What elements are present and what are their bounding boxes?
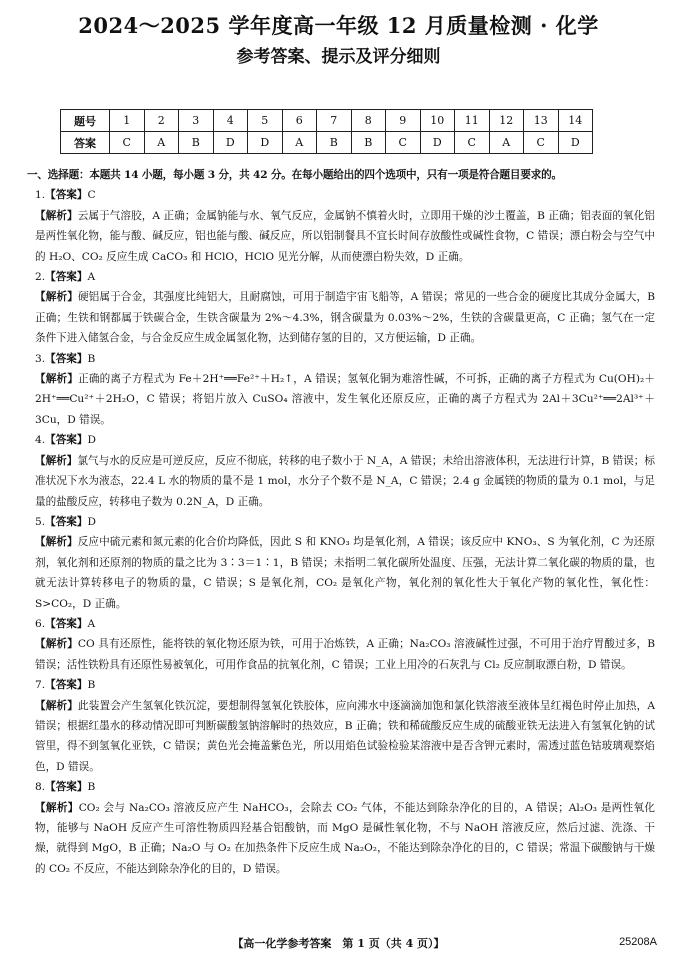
answer-tag: 【答案】: [45, 515, 88, 528]
question-number-cell: 5: [248, 110, 283, 132]
question-number: 5.: [35, 515, 46, 528]
question-number-cell: 2: [144, 110, 179, 132]
answer-table-answer-row: [61, 132, 593, 154]
page-footer: 【高一化学参考答案 第 1 页（共 4 页）】: [232, 937, 445, 950]
question-number: 7.: [35, 679, 46, 692]
question-number-cell: 14: [558, 110, 593, 132]
answer-tag: 【答案】: [45, 189, 88, 202]
answer-value: C: [87, 189, 96, 202]
question-number: 6.: [35, 617, 46, 630]
question-number-cell: 13: [524, 110, 559, 132]
answer-line: [27, 675, 655, 695]
answer-cell: D: [558, 132, 593, 154]
question-list: [27, 185, 655, 879]
answer-cell: C: [110, 132, 145, 154]
explanation-tag: 【解析】: [35, 454, 78, 467]
answer-value: B: [87, 781, 96, 794]
answer-cell: B: [351, 132, 386, 154]
answer-line: [27, 267, 655, 287]
explanation-tag: 【解析】: [35, 209, 78, 222]
explanation-tag: 【解析】: [35, 699, 78, 712]
answer-cell: C: [386, 132, 421, 154]
explanation-paragraph: [27, 634, 655, 675]
answer-tag: 【答案】: [45, 679, 88, 692]
answer-tag: 【答案】: [45, 781, 88, 794]
answer-cell: D: [248, 132, 283, 154]
answer-cell: D: [420, 132, 455, 154]
explanation-paragraph: [27, 532, 655, 614]
question-number: 4.: [35, 434, 46, 447]
section-heading: 一、选择题：本题共 14 小题，每小题 3 分，共 42 分。在每小题给出的四个选项中，只有一项是符合题目要求的。: [27, 169, 562, 181]
explanation-paragraph: [27, 369, 655, 430]
answer-line: [27, 185, 655, 205]
document-code: 25208A: [619, 936, 657, 948]
answer-value: D: [87, 434, 96, 447]
question-number-cell: 3: [179, 110, 214, 132]
question-number-cell: 10: [420, 110, 455, 132]
explanation-text: 反应中硫元素和氮元素的化合价均降低，因此 S 和 KNO₃ 均是氧化剂，A 错误；该反应中 KNO₃、S 为氧化剂，C 为还原剂，氧化剂和还原剂的物质的量之比为 3∶3＝1∶1，B 错误；未指明二氧化碳所处温度、压强，无法计算二氧化碳的物质的量，也就无法计算转移电子的物质的量，C 错误；S 是氧化剂，CO₂ 是氧化产物，氧化剂的氧化性大于氧化产物的氧化性，氧化性：S>CO₂，D 正确。: [35, 536, 655, 610]
question-number-cell: 12: [489, 110, 524, 132]
answer-value: B: [87, 679, 96, 692]
question-number: 3.: [35, 352, 46, 365]
answer-line: [27, 430, 655, 450]
explanation-paragraph: [27, 696, 655, 778]
answer-tag: 【答案】: [45, 352, 88, 365]
question-number: 8.: [35, 781, 46, 794]
explanation-text: 此装置会产生氢氧化铁沉淀，要想制得氢氧化铁胶体，应向沸水中逐滴滴加饱和氯化铁溶液至液体呈红褐色时停止加热，A 错误；根据红墨水的移动情况即可判断碳酸氢钠溶解时的热效应，B 正确；铁和稀硫酸反应生成的硫酸亚铁无法进入有氢氧化钠的试管里，得不到氢氧化亚铁，C 错误；黄色光会掩盖紫色光，所以用焰色试验检验某溶液中是否含钾元素时，需透过蓝色钴玻璃观察焰色，D 错误。: [35, 699, 656, 773]
answer-value: A: [87, 617, 96, 630]
explanation-text: CO₂ 会与 Na₂CO₃ 溶液反应产生 NaHCO₃，会除去 CO₂ 气体，不能达到除杂净化的目的，A 错误；Al₂O₃ 是两性氧化物，能够与 NaOH 反应产生可溶性物质四羟基合铝酸钠，而 MgO 是碱性氧化物，不与 NaOH 溶液反应，然后过滤、洗涤、干燥，就得到 MgO，B 正确；Na₂O 与 O₂ 在加热条件下反应生成 Na₂O₂，不能达到除杂净化的目的，C 错误；常温下碳酸钠与干燥的 CO₂ 不反应，不能达到除杂净化的目的，D 错误。: [35, 801, 655, 875]
table-row-label: 答案: [61, 132, 110, 154]
question-number-cell: 1: [110, 110, 145, 132]
question-number: 2.: [35, 271, 46, 284]
explanation-text: 正确的离子方程式为 Fe＋2H⁺══Fe²⁺＋H₂↑，A 错误；氢氧化铜为难溶性碱，不可拆，正确的离子方程式为 Cu(OH)₂＋2H⁺══Cu²⁺＋2H₂O，C 错误；将铝片放入 CuSO₄ 溶液中，发生氧化还原反应，正确的离子方程式为 2Al＋3Cu²⁺══2Al³⁺＋3Cu，D 错误。: [35, 373, 655, 426]
question-number-cell: 4: [213, 110, 248, 132]
explanation-paragraph: [27, 287, 655, 348]
answer-cell: A: [282, 132, 317, 154]
answer-line: [27, 512, 655, 532]
question-number: 1.: [35, 189, 46, 202]
answer-tag: 【答案】: [45, 271, 88, 284]
question-number-cell: 6: [282, 110, 317, 132]
answer-line: [27, 777, 655, 797]
answer-cell: D: [213, 132, 248, 154]
explanation-paragraph: [27, 206, 655, 267]
page-subtitle: 参考答案、提示及评分细则: [236, 47, 441, 67]
question-number-cell: 11: [455, 110, 490, 132]
question-number-cell: 9: [386, 110, 421, 132]
explanation-text: CO 具有还原性，能将铁的氧化物还原为铁，可用于冶炼铁，A 正确；Na₂CO₃ 溶液碱性过强，不可用于治疗胃酸过多，B 错误；活性铁粉具有还原性易被氧化，可用作食品的抗氧化剂，C 错误；工业上用冷的石灰乳与 Cl₂ 反应制取漂白粉，D 错误。: [35, 638, 655, 671]
answer-tag: 【答案】: [45, 617, 88, 630]
answer-cell: B: [179, 132, 214, 154]
answer-table: [60, 109, 593, 154]
answer-value: D: [87, 515, 96, 528]
table-row-label: 题号: [61, 110, 110, 132]
solutions-body: [27, 165, 655, 879]
answer-tag: 【答案】: [45, 434, 88, 447]
explanation-tag: 【解析】: [35, 638, 78, 651]
explanation-text: 云属于气溶胶，A 正确；金属钠能与水、氧气反应，金属钠不慎着火时，立即用干燥的沙土覆盖，B 正确；铝表面的氧化铝是两性氧化物，能与酸、碱反应，铝也能与酸、碱反应，所以铝制餐具不宜长时间存放酸性或碱性食物，C 错误；漂白粉会与空气中的 H₂O、CO₂ 反应生成 CaCO₃ 和 HClO，HClO 见光分解，从而使漂白粉失效，D 正确。: [35, 209, 656, 263]
answer-line: [27, 349, 655, 369]
answer-cell: C: [455, 132, 490, 154]
answer-table-number-row: [61, 110, 593, 132]
answer-cell: B: [317, 132, 352, 154]
explanation-text: 氯气与水的反应是可逆反应，反应不彻底，转移的电子数小于 N_A，A 错误；未给出溶液体积，无法进行计算，B 错误；标准状况下水为液态，22.4 L 水的物质的量不是 1 mol，水分子个数不是 N_A，C 错误；2.4 g 金属镁的物质的量为 0.1 mol，与足量的盐酸反应，转移电子数为 0.2N_A，D 正确。: [35, 454, 655, 508]
explanation-tag: 【解析】: [35, 291, 78, 304]
page-title: 2024～2025 学年度高一年级 12 月质量检测 · 化学: [78, 13, 599, 38]
explanation-tag: 【解析】: [35, 536, 78, 549]
answer-value: A: [87, 271, 96, 284]
explanation-tag: 【解析】: [35, 801, 79, 814]
answer-cell: C: [524, 132, 559, 154]
answer-cell: A: [144, 132, 179, 154]
explanation-text: 硬铝属于合金，其强度比纯铝大，且耐腐蚀，可用于制造宇宙飞船等，A 错误；常见的一些合金的硬度比其成分金属大，B 正确；生铁和钢都属于铁碳合金，生铁含碳量为 2%～4.3%，钢含碳量为 0.03%～2%，生铁的含碳量更高，C 正确；氢气在一定条件下进入储氢合金，与合金反应生成金属氢化物，达到储存氢的目的，又方便运输，D 正确。: [35, 291, 655, 345]
answer-line: [27, 614, 655, 634]
explanation-paragraph: [27, 798, 655, 880]
question-number-cell: 7: [317, 110, 352, 132]
answer-value: B: [87, 352, 96, 365]
explanation-tag: 【解析】: [35, 373, 79, 386]
explanation-paragraph: [27, 451, 655, 512]
question-number-cell: 8: [351, 110, 386, 132]
answer-cell: A: [489, 132, 524, 154]
